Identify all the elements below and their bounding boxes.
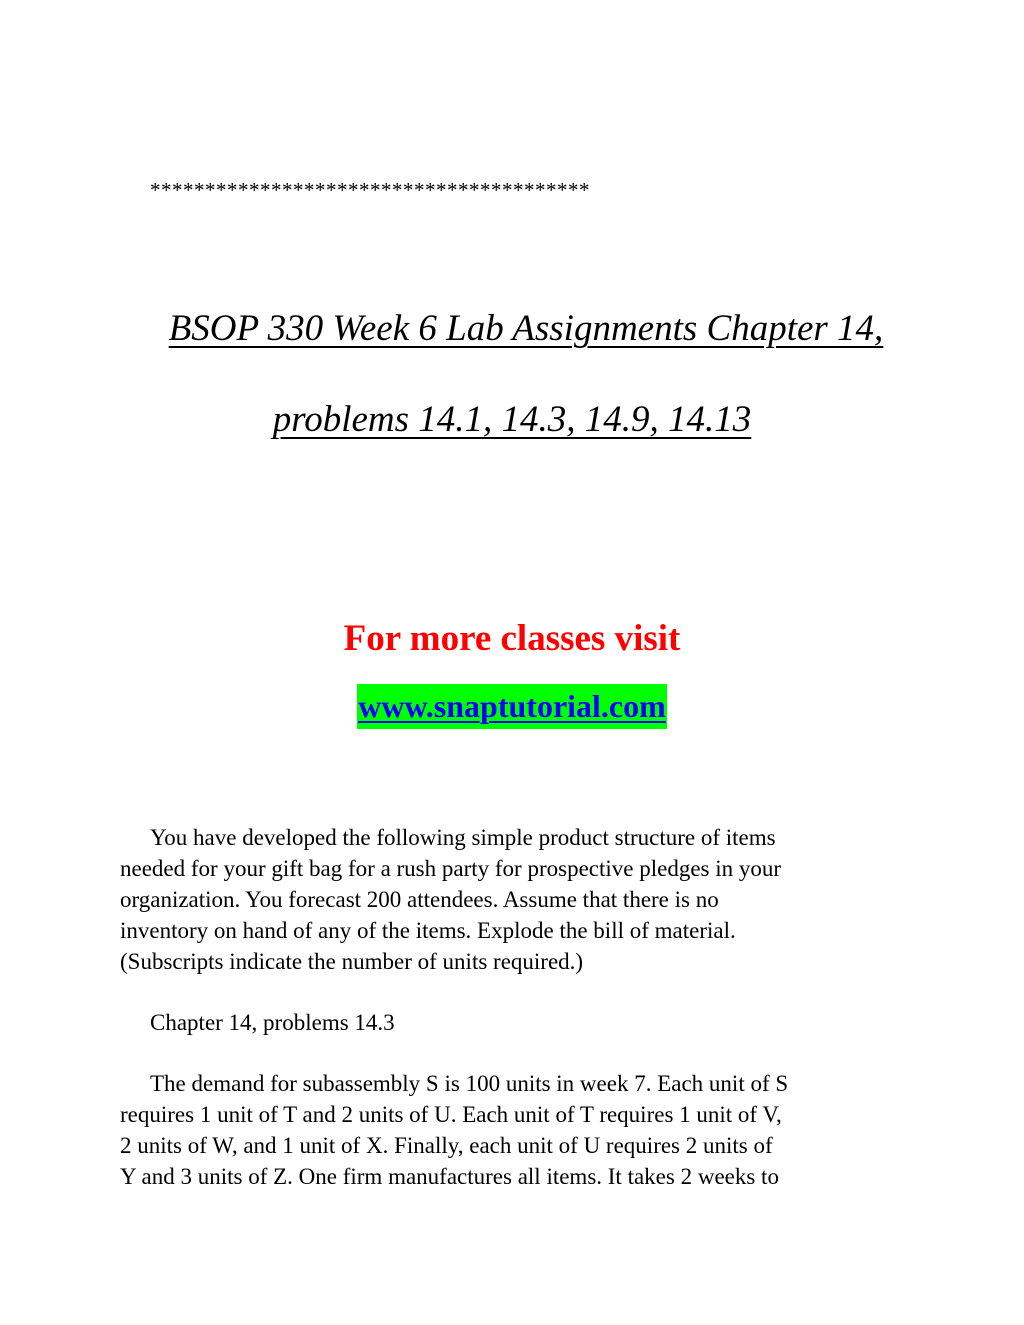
title-line-1 [14,307,1024,350]
promo-heading: For more classes visit [343,618,681,659]
paragraph-gift-bag [120,822,910,977]
paragraph-subassembly [120,1068,910,1192]
paragraph-line: Y and 3 units of Z. One firm manufactures all items. It takes 2 weeks to [120,1164,779,1189]
paragraph-line: The demand for subassembly S is 100 units in week 7. Each unit of S [150,1071,789,1096]
paragraph-line: inventory on hand of any of the items. Explode the bill of material. [120,918,736,943]
paragraph-line: needed for your gift bag for a rush party for prospective pledges in your [120,856,782,881]
paragraph-line: requires 1 unit of T and 2 units of U. Each unit of T requires 1 unit of V, [120,1102,782,1127]
paragraph-line: Chapter 14, problems 14.3 [150,1010,395,1035]
title-line-2 [0,398,1024,441]
paragraph-line: You have developed the following simple product structure of items [150,825,776,850]
snaptutorial-link[interactable]: www.snaptutorial.com [357,684,667,729]
star-divider: **************************************** [150,178,590,202]
paragraph-chapter-heading [120,1007,910,1038]
paragraph-line: (Subscripts indicate the number of units required.) [120,949,584,974]
paragraph-line: organization. You forecast 200 attendees. Assume that there is no [120,887,719,912]
title-line-1-text: BSOP 330 Week 6 Lab Assignments Chapter 14, [168,308,884,349]
promo-link-container [0,684,1024,729]
title-line-2-text: problems 14.1, 14.3, 14.9, 14.13 [272,399,752,440]
paragraph-line: 2 units of W, and 1 unit of X. Finally, each unit of U requires 2 units of [120,1133,773,1158]
